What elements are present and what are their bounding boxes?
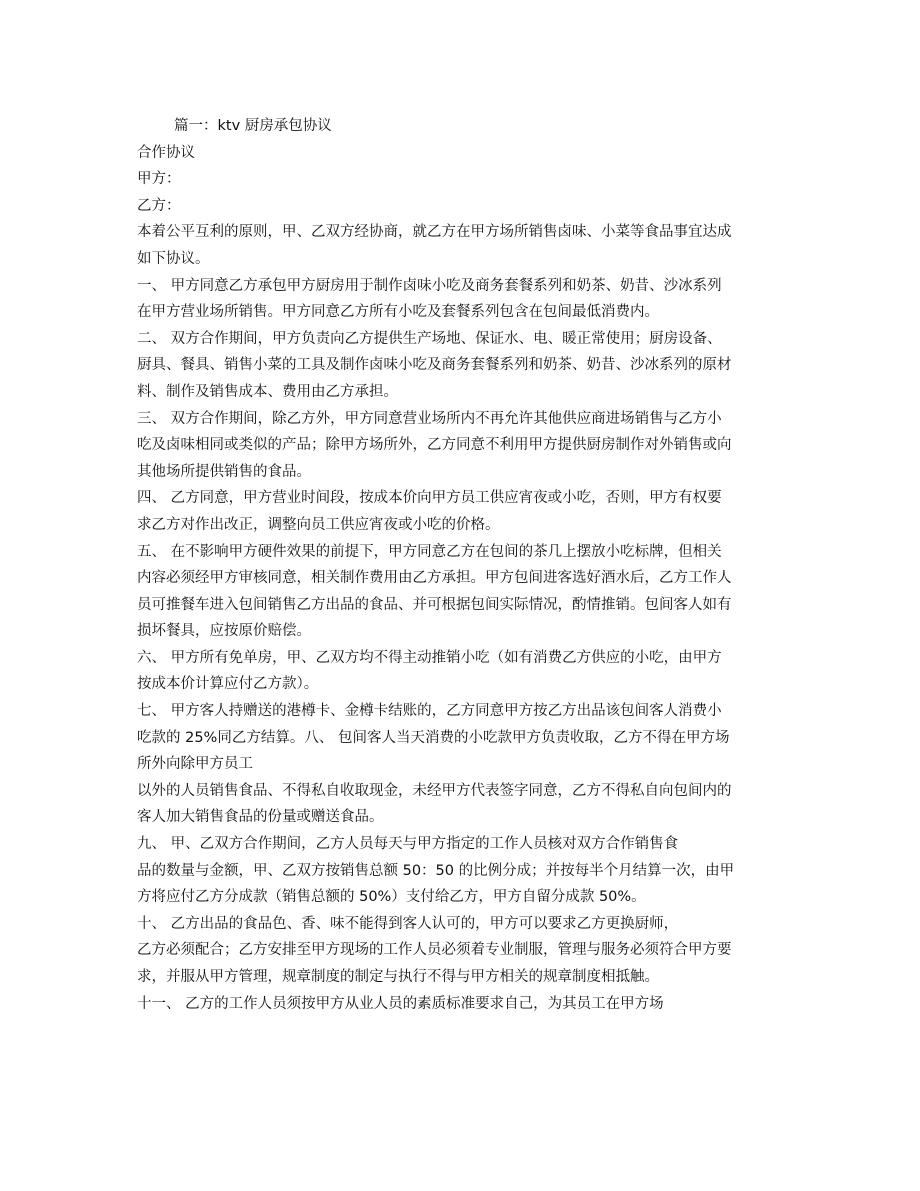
text-line: 三、 双方合作期间，除乙方外，甲方同意营业场所内不再允许其他供应商进场销售与乙方小 xyxy=(137,410,722,427)
text-line: 客人加大销售食品的份量或赠送食品。 xyxy=(137,809,384,826)
text-line: 其他场所提供销售的食品。 xyxy=(137,463,311,480)
text-line: 九、 甲、乙双方合作期间，乙方人员每天与甲方指定的工作人员核对双方合作销售食 xyxy=(137,836,679,853)
text-line: 本着公平互利的原则，甲、乙双方经协商，就乙方在甲方场所销售卤味、小菜等食品事宜达成 xyxy=(137,224,732,241)
text-line: 员可推餐车进入包间销售乙方出品的食品、并可根据包间实际情况，酌情推销。包间客人如有 xyxy=(137,596,732,613)
text-line: 方将应付乙方分成款（销售总额的 50%）支付给乙方，甲方自留分成款 50%。 xyxy=(137,889,646,906)
text-line: 所外向除甲方员工 xyxy=(137,756,253,773)
text-line: 吃及卤味相同或类似的产品；除甲方场所外，乙方同意不利用甲方提供厨房制作对外销售或向 xyxy=(137,437,732,454)
text-line: 料、制作及销售成本、费用由乙方承担。 xyxy=(137,383,398,400)
text-line: 乙方必须配合；乙方安排至甲方现场的工作人员必须着专业制服，管理与服务必须符合甲方要 xyxy=(137,942,732,959)
text-line: 内容必须经甲方审核同意，相关制作费用由乙方承担。甲方包间进客选好酒水后，乙方工作人 xyxy=(137,570,732,587)
text-line: 十一、 乙方的工作人员须按甲方从业人员的素质标准要求自己，为其员工在甲方场 xyxy=(137,995,664,1012)
text-line: 品的数量与金额，甲、乙双方按销售总额 50：50 的比例分成；并按每半个月结算一次，由甲 xyxy=(137,862,735,879)
text-line: 如下协议。 xyxy=(137,250,210,267)
document-body xyxy=(137,113,787,1017)
text-line: 六、 甲方所有免单房，甲、乙双方均不得主动推销小吃（如有消费乙方供应的小吃，由甲方 xyxy=(137,649,722,666)
text-line: 一、 甲方同意乙方承包甲方厨房用于制作卤味小吃及商务套餐系列和奶茶、奶昔、沙冰系列 xyxy=(137,277,722,294)
text-line: 甲方： xyxy=(137,171,181,188)
text-line: 以外的人员销售食品、不得私自收取现金，未经甲方代表签字同意，乙方不得私自向包间内的 xyxy=(137,782,732,799)
text-line: 二、 双方合作期间，甲方负责向乙方提供生产场地、保证水、电、暖正常使用；厨房设备、 xyxy=(137,330,722,347)
text-line: 乙方： xyxy=(137,197,181,214)
text-line: 在甲方营业场所销售。甲方同意乙方所有小吃及套餐系列包含在包间最低消费内。 xyxy=(137,304,659,321)
text-line: 吃款的 25%同乙方结算。八、 包间客人当天消费的小吃款甲方负责收取，乙方不得在甲方场 xyxy=(137,729,730,746)
text-line: 求，并服从甲方管理，规章制度的制定与执行不得与甲方相关的规章制度相抵触。 xyxy=(137,969,659,985)
text-line: 损坏餐具，应按原价赔偿。 xyxy=(137,623,311,640)
text-line: 四、 乙方同意，甲方营业时间段，按成本价向甲方员工供应宵夜或小吃，否则，甲方有权要 xyxy=(137,490,722,507)
text-line: 合作协议 xyxy=(137,144,195,161)
text-line: 七、 甲方客人持赠送的港樽卡、金樽卡结账的，乙方同意甲方按乙方出品该包间客人消费小 xyxy=(137,703,722,720)
text-line: 厨具、餐具、销售小菜的工具及制作卤味小吃及商务套餐系列和奶茶、奶昔、沙冰系列的原材 xyxy=(137,357,732,374)
document-title: 篇一：ktv 厨房承包协议 xyxy=(174,118,332,134)
text-line: 五、 在不影响甲方硬件效果的前提下，甲方同意乙方在包间的茶几上摆放小吃标牌，但相关 xyxy=(137,543,722,560)
paragraph-lines xyxy=(137,140,787,1018)
text-line: 按成本价计算应付乙方款）。 xyxy=(137,676,319,693)
text-line: 十、 乙方出品的食品色、香、味不能得到客人认可的，甲方可以要求乙方更换厨师， xyxy=(137,915,679,932)
text-line: 求乙方对作出改正，调整向员工供应宵夜或小吃的价格。 xyxy=(137,516,500,533)
